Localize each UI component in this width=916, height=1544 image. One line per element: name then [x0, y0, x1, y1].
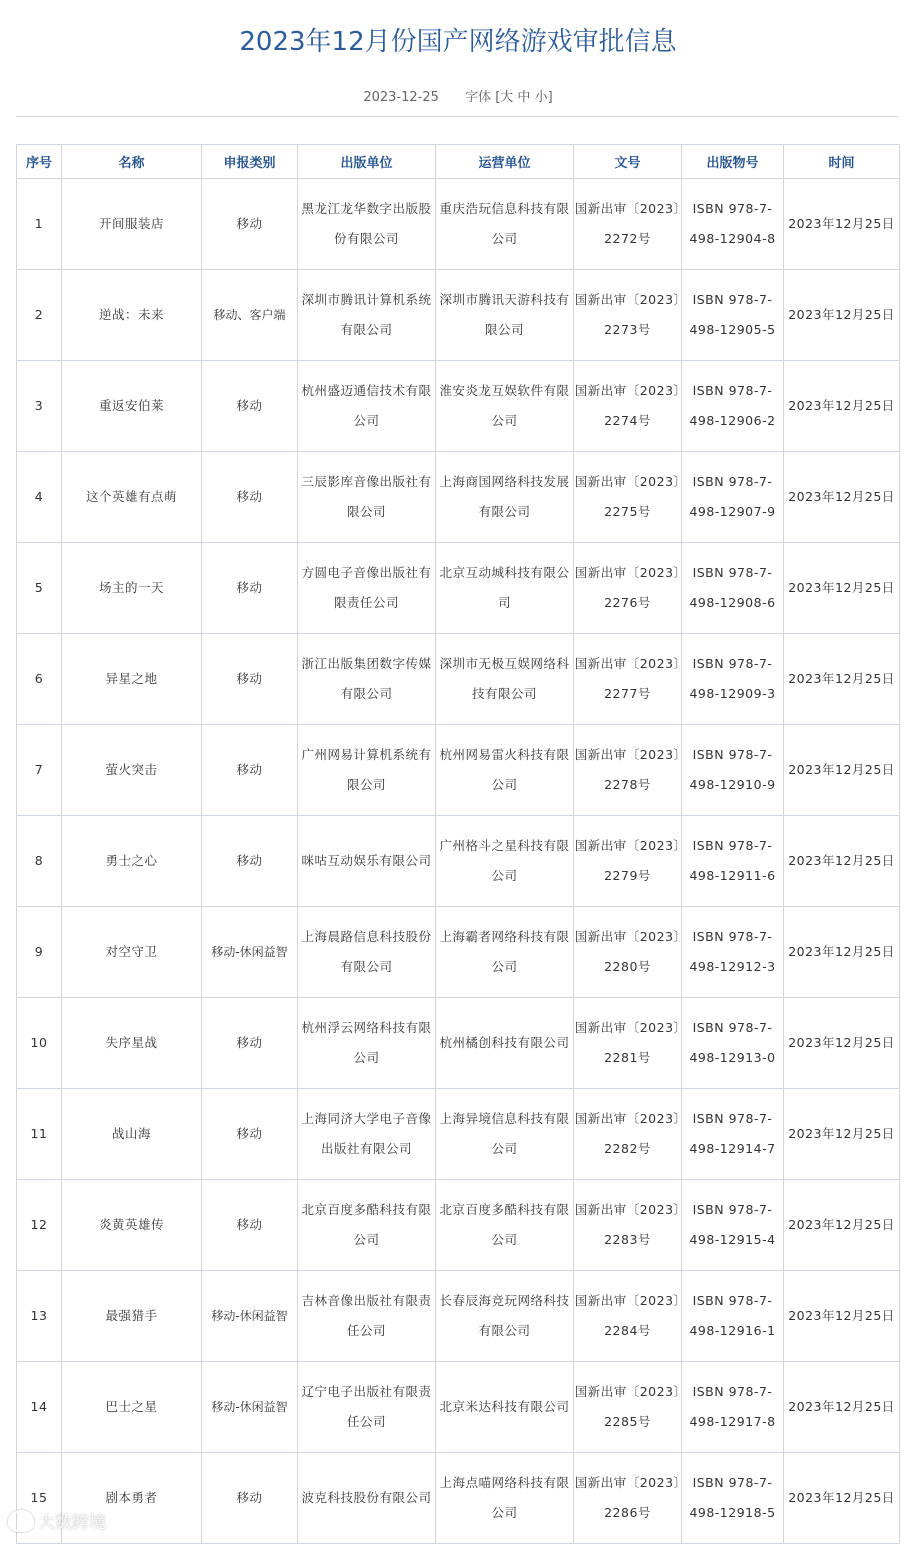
table-row [17, 543, 900, 634]
cell-no: 2 [17, 270, 62, 361]
header-divider [16, 116, 898, 117]
cell-type: 移动、客户端 [202, 270, 298, 361]
header-type: 申报类别 [202, 145, 298, 179]
table-row [17, 998, 900, 1089]
cell-date: 2023年12月25日 [784, 634, 900, 725]
table-row [17, 816, 900, 907]
cell-date: 2023年12月25日 [784, 998, 900, 1089]
font-size-medium-button[interactable]: 中 [517, 90, 531, 105]
cell-operator: 广州格斗之星科技有限公司 [436, 816, 574, 907]
cell-no: 14 [17, 1362, 62, 1453]
font-bracket-open: [ [495, 90, 501, 105]
table-row [17, 1180, 900, 1271]
cell-publisher: 杭州浮云网络科技有限公司 [298, 998, 436, 1089]
cell-no: 9 [17, 907, 62, 998]
cell-name: 最强猎手 [62, 1271, 202, 1362]
table-row [17, 1453, 900, 1544]
table-row [17, 452, 900, 543]
cell-date: 2023年12月25日 [784, 1362, 900, 1453]
cell-date: 2023年12月25日 [784, 270, 900, 361]
cell-date: 2023年12月25日 [784, 816, 900, 907]
table-body [17, 179, 900, 1544]
cell-type: 移动-休闲益智 [202, 907, 298, 998]
cell-operator: 上海商国网络科技发展有限公司 [436, 452, 574, 543]
table-row [17, 361, 900, 452]
cell-no: 7 [17, 725, 62, 816]
cell-doc-number: 国新出审〔2023〕2272号 [574, 179, 682, 270]
cell-doc-number: 国新出审〔2023〕2274号 [574, 361, 682, 452]
cell-date: 2023年12月25日 [784, 361, 900, 452]
cell-publisher: 上海同济大学电子音像出版社有限公司 [298, 1089, 436, 1180]
cell-operator: 深圳市腾讯天游科技有限公司 [436, 270, 574, 361]
table-row [17, 907, 900, 998]
cell-publisher: 北京百度多酷科技有限公司 [298, 1180, 436, 1271]
cell-no: 11 [17, 1089, 62, 1180]
cell-type: 移动 [202, 361, 298, 452]
header-no: 序号 [17, 145, 62, 179]
font-size-large-button[interactable]: 大 [500, 90, 514, 105]
cell-isbn: ISBN 978-7-498-12909-3 [682, 634, 784, 725]
cell-doc-number: 国新出审〔2023〕2284号 [574, 1271, 682, 1362]
cell-name: 巴士之星 [62, 1362, 202, 1453]
cell-doc-number: 国新出审〔2023〕2276号 [574, 543, 682, 634]
header-name: 名称 [62, 145, 202, 179]
cell-no: 8 [17, 816, 62, 907]
header-operator: 运营单位 [436, 145, 574, 179]
cell-doc-number: 国新出审〔2023〕2281号 [574, 998, 682, 1089]
cell-name: 逆战：未来 [62, 270, 202, 361]
cell-isbn: ISBN 978-7-498-12912-3 [682, 907, 784, 998]
cell-isbn: ISBN 978-7-498-12907-9 [682, 452, 784, 543]
cell-publisher: 深圳市腾讯计算机系统有限公司 [298, 270, 436, 361]
cell-doc-number: 国新出审〔2023〕2283号 [574, 1180, 682, 1271]
table-row [17, 1089, 900, 1180]
cell-doc-number: 国新出审〔2023〕2275号 [574, 452, 682, 543]
cell-operator: 上海霸者网络科技有限公司 [436, 907, 574, 998]
cell-publisher: 三辰影库音像出版社有限公司 [298, 452, 436, 543]
cell-name: 战山海 [62, 1089, 202, 1180]
cell-publisher: 吉林音像出版社有限责任公司 [298, 1271, 436, 1362]
cell-isbn: ISBN 978-7-498-12904-8 [682, 179, 784, 270]
cell-date: 2023年12月25日 [784, 1180, 900, 1271]
cell-no: 6 [17, 634, 62, 725]
table-row [17, 725, 900, 816]
page-title: 2023年12月份国产网络游戏审批信息 [239, 27, 677, 57]
cell-doc-number: 国新出审〔2023〕2277号 [574, 634, 682, 725]
cell-name: 对空守卫 [62, 907, 202, 998]
cell-name: 勇士之心 [62, 816, 202, 907]
cell-date: 2023年12月25日 [784, 452, 900, 543]
cell-doc-number: 国新出审〔2023〕2286号 [574, 1453, 682, 1544]
cell-isbn: ISBN 978-7-498-12908-6 [682, 543, 784, 634]
table-row [17, 634, 900, 725]
cell-isbn: ISBN 978-7-498-12915-4 [682, 1180, 784, 1271]
cell-isbn: ISBN 978-7-498-12918-5 [682, 1453, 784, 1544]
cell-operator: 深圳市无极互娱网络科技有限公司 [436, 634, 574, 725]
cell-date: 2023年12月25日 [784, 1271, 900, 1362]
table-row [17, 179, 900, 270]
cell-no: 15 [17, 1453, 62, 1544]
cell-name: 异星之地 [62, 634, 202, 725]
cell-operator: 北京百度多酷科技有限公司 [436, 1180, 574, 1271]
cell-date: 2023年12月25日 [784, 907, 900, 998]
cell-publisher: 辽宁电子出版社有限责任公司 [298, 1362, 436, 1453]
cell-name: 重返安伯莱 [62, 361, 202, 452]
cell-no: 3 [17, 361, 62, 452]
header-date: 时间 [784, 145, 900, 179]
cell-isbn: ISBN 978-7-498-12910-9 [682, 725, 784, 816]
cell-type: 移动 [202, 543, 298, 634]
cell-name: 剧本勇者 [62, 1453, 202, 1544]
publish-date: 2023-12-25 [363, 90, 439, 105]
cell-doc-number: 国新出审〔2023〕2273号 [574, 270, 682, 361]
cell-no: 4 [17, 452, 62, 543]
cell-date: 2023年12月25日 [784, 179, 900, 270]
cell-publisher: 浙江出版集团数字传媒有限公司 [298, 634, 436, 725]
font-size-small-button[interactable]: 小 [534, 90, 548, 105]
cell-operator: 北京互动城科技有限公司 [436, 543, 574, 634]
watermark-text: 大数跨境 [38, 1513, 106, 1533]
cell-doc-number: 国新出审〔2023〕2282号 [574, 1089, 682, 1180]
article-meta [0, 88, 916, 108]
cell-isbn: ISBN 978-7-498-12906-2 [682, 361, 784, 452]
cell-doc-number: 国新出审〔2023〕2279号 [574, 816, 682, 907]
cell-operator: 淮安炎龙互娱软件有限公司 [436, 361, 574, 452]
cell-no: 13 [17, 1271, 62, 1362]
cell-isbn: ISBN 978-7-498-12914-7 [682, 1089, 784, 1180]
table-row [17, 1362, 900, 1453]
cell-type: 移动 [202, 1180, 298, 1271]
cell-no: 12 [17, 1180, 62, 1271]
cell-name: 失序星战 [62, 998, 202, 1089]
cell-type: 移动 [202, 634, 298, 725]
cell-name: 萤火突击 [62, 725, 202, 816]
cell-name: 开间服装店 [62, 179, 202, 270]
cell-date: 2023年12月25日 [784, 725, 900, 816]
cell-type: 移动 [202, 998, 298, 1089]
cell-publisher: 黑龙江龙华数字出版股份有限公司 [298, 179, 436, 270]
approval-table [16, 144, 900, 1544]
cell-operator: 上海异境信息科技有限公司 [436, 1089, 574, 1180]
cell-date: 2023年12月25日 [784, 1453, 900, 1544]
cell-no: 1 [17, 179, 62, 270]
cell-isbn: ISBN 978-7-498-12905-5 [682, 270, 784, 361]
cell-publisher: 广州网易计算机系统有限公司 [298, 725, 436, 816]
watermark-logo-icon [8, 1510, 34, 1532]
cell-operator: 北京米达科技有限公司 [436, 1362, 574, 1453]
cell-publisher: 上海晨路信息科技股份有限公司 [298, 907, 436, 998]
cell-type: 移动 [202, 816, 298, 907]
table-row [17, 270, 900, 361]
cell-no: 10 [17, 998, 62, 1089]
cell-no: 5 [17, 543, 62, 634]
cell-type: 移动 [202, 1453, 298, 1544]
cell-type: 移动 [202, 1089, 298, 1180]
cell-publisher: 咪咕互动娱乐有限公司 [298, 816, 436, 907]
cell-type: 移动 [202, 179, 298, 270]
cell-isbn: ISBN 978-7-498-12913-0 [682, 998, 784, 1089]
font-bracket-close: ] [547, 90, 553, 105]
cell-doc-number: 国新出审〔2023〕2280号 [574, 907, 682, 998]
header-doc-number: 文号 [574, 145, 682, 179]
header-publisher: 出版单位 [298, 145, 436, 179]
cell-name: 炎黄英雄传 [62, 1180, 202, 1271]
cell-name: 这个英雄有点萌 [62, 452, 202, 543]
cell-publisher: 杭州盛迈通信技术有限公司 [298, 361, 436, 452]
cell-date: 2023年12月25日 [784, 1089, 900, 1180]
cell-publisher: 波克科技股份有限公司 [298, 1453, 436, 1544]
cell-type: 移动-休闲益智 [202, 1271, 298, 1362]
cell-isbn: ISBN 978-7-498-12911-6 [682, 816, 784, 907]
cell-name: 场主的一天 [62, 543, 202, 634]
table-header-row [17, 145, 900, 179]
cell-type: 移动 [202, 725, 298, 816]
cell-operator: 上海点喵网络科技有限公司 [436, 1453, 574, 1544]
cell-operator: 重庆浩玩信息科技有限公司 [436, 179, 574, 270]
cell-isbn: ISBN 978-7-498-12917-8 [682, 1362, 784, 1453]
header-isbn: 出版物号 [682, 145, 784, 179]
cell-operator: 长春辰海竞玩网络科技有限公司 [436, 1271, 574, 1362]
cell-type: 移动 [202, 452, 298, 543]
watermark [8, 1508, 106, 1533]
cell-type: 移动-休闲益智 [202, 1362, 298, 1453]
font-size-label: 字体 [465, 90, 492, 105]
cell-operator: 杭州网易雷火科技有限公司 [436, 725, 574, 816]
cell-publisher: 方圆电子音像出版社有限责任公司 [298, 543, 436, 634]
cell-operator: 杭州橘创科技有限公司 [436, 998, 574, 1089]
cell-doc-number: 国新出审〔2023〕2285号 [574, 1362, 682, 1453]
cell-doc-number: 国新出审〔2023〕2278号 [574, 725, 682, 816]
table-row [17, 1271, 900, 1362]
cell-date: 2023年12月25日 [784, 543, 900, 634]
cell-isbn: ISBN 978-7-498-12916-1 [682, 1271, 784, 1362]
